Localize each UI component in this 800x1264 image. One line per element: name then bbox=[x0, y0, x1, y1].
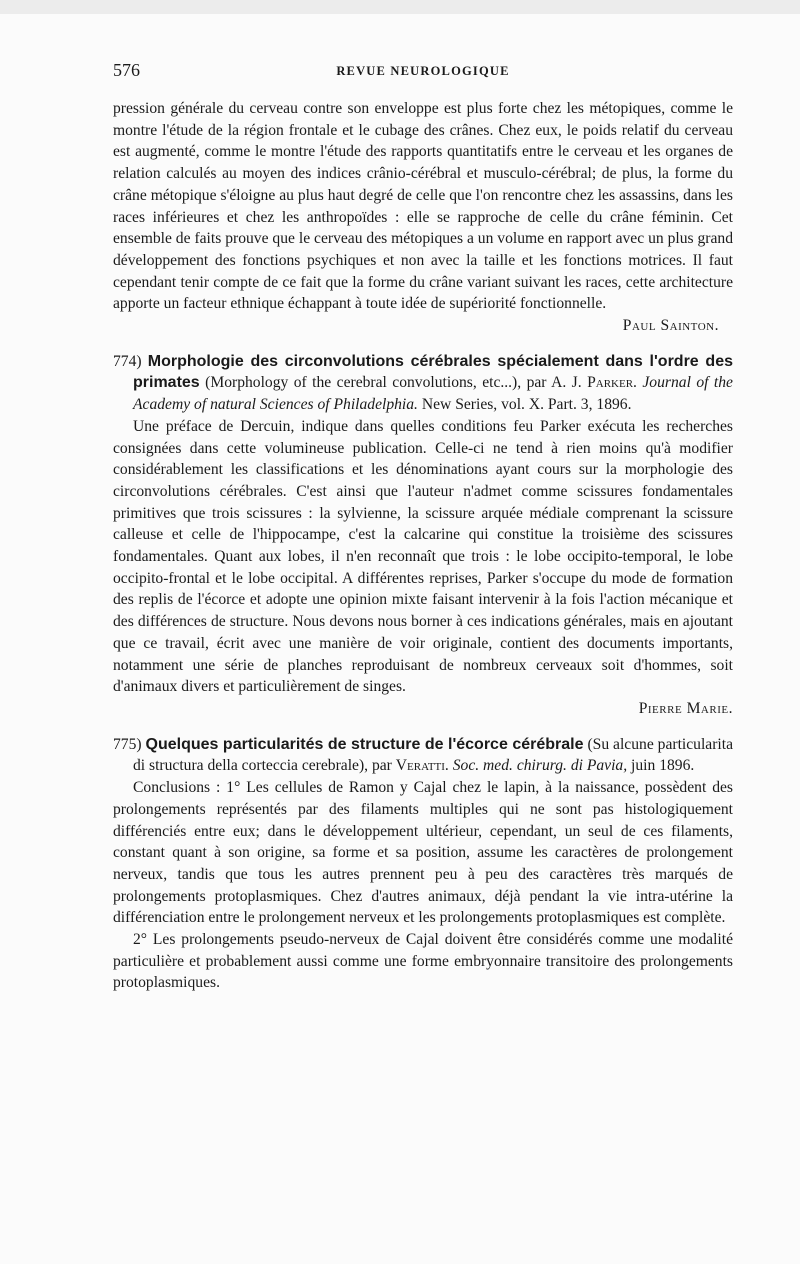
article-775 bbox=[113, 734, 733, 994]
article-775-heading bbox=[113, 734, 733, 777]
article-775-conclusion-2: 2° Les prolongements pseudo-nerveux de Cajal doivent être considérés comme une modalité particulière et probablement aussi comme une forme embryonnaire transitoire des prolongements protoplasmiques. bbox=[113, 931, 733, 992]
article-774-heading bbox=[113, 351, 733, 416]
intro-section bbox=[113, 98, 733, 337]
article-775-conclusion-1: Conclusions : 1° Les cellules de Ramon y Cajal chez le lapin, à la naissance, possèdent des prolongements représentés par des filaments multiples qui ne sont pas histologiquement différenciés entre eux; dans le développement ultérieur, cependant, un seul de ces filaments, constant quant à son origine, sa forme et sa position, assume les caractères de prolongement nerveux, tandis que tous les autres prennent peu à peu des caractères très marqués de prolongements protoplasmiques. Chez d'autres animaux, déjà pendant la vie intra-utérine la différenciation entre le prolongement nerveux et les prolongements protoplasmiques est complète. bbox=[113, 779, 733, 927]
intro-signature: Paul Sainton. bbox=[622, 317, 719, 335]
article-774 bbox=[113, 351, 733, 720]
page-content bbox=[113, 98, 733, 994]
article-775-title: Quelques particularités de structure de l'écorce cérébrale bbox=[145, 735, 584, 753]
article-774-subtitle: (Morphology of the cerebral convolutions, etc...), par bbox=[205, 374, 547, 392]
article-774-signature: Pierre Marie. bbox=[638, 699, 733, 717]
article-774-number: 774) bbox=[113, 352, 142, 370]
article-774-author: Parker. bbox=[587, 374, 637, 392]
article-774-author-initials: A. J. bbox=[551, 374, 582, 392]
page-number: 576 bbox=[113, 60, 140, 80]
running-title: REVUE NEUROLOGIQUE bbox=[336, 64, 510, 78]
article-775-date: juin 1896. bbox=[631, 757, 695, 775]
intro-paragraph: pression générale du cerveau contre son enveloppe est plus forte chez les métopiques, comme le montre l'étude de la région frontale et le cubage des crânes. Chez eux, le poids relatif du cerveau est augmenté, comme le montre l'étude des rapports quantitatifs entre le cerveau et les organes de relation calculés au moyen des indices crânio-cérébral et musculo-cérébral; de plus, la forme du crâne métopique s'éloigne au plus haut degré de celle que l'on rencontre chez les assassins, dans les races inférieures et chez les anthropoïdes : elle se rapproche de celle du crâne féminin. Cet ensemble de faits prouve que le cerveau des métopiques a un volume en rapport avec un plus grand développement des fonctions psychiques et non avec la taille et les fonctions motrices. Il faut cependant tenir compte de ce fait que la forme du crâne variant suivant les races, cette architecture apporte un facteur ethnique échappant à toute idée de supériorité fonctionnelle. bbox=[113, 100, 733, 313]
article-774-body: Une préface de Dercuin, indique dans quelles conditions feu Parker exécuta les recherches consignées dans cette volumineuse publication. Celle-ci ne tend à rien moins qu'à modifier considérablement les classifications et les dénominations ayant cours sur la morphologie des circonvolutions cérébrales. C'est ainsi que l'auteur n'admet comme scissures fondamentales primitives que trois scissures : la sylvienne, la scissure arquée médiale comprenant la scissure calleuse et celle de l'hippocampe, c'est la calcarine qui constitue la troisième des scissures fondamentales. Quant aux lobes, il n'en reconnaît que trois : le lobe occipito-temporal, le lobe occipito-frontal et le lobe occipital. A différentes reprises, Parker s'occupe du mode de formation des replis de l'écorce et adopte une opinion mixte faisant intervenir à la fois l'action mécanique et des différences de structure. Nous devons nous borner à ces indications générales, mais en ajoutant que ce travail, écrit avec une manière de voir originale, contient des documents importants, notamment une série de planches reproduisant de nombreux cerveaux soit d'hommes, soit d'animaux divers et particulièrement de singes. bbox=[113, 417, 733, 696]
article-774-journal: Journal of the Academy of natural Sciences of Philadelphia. bbox=[133, 374, 733, 414]
page-header bbox=[113, 60, 733, 86]
article-774-series: New Series, vol. X. Part. 3, 1896. bbox=[421, 396, 632, 414]
article-775-subtitle: (Su alcune particularita di structura della corteccia cerebrale), par bbox=[133, 735, 733, 775]
article-775-journal: Soc. med. chirurg. di Pavia, bbox=[452, 757, 628, 775]
article-774-title: Morphologie des circonvolutions cérébrales spécialement dans l'ordre des primates bbox=[133, 352, 733, 392]
article-775-author: Veratti. bbox=[395, 757, 449, 775]
article-775-number: 775) bbox=[113, 735, 142, 753]
